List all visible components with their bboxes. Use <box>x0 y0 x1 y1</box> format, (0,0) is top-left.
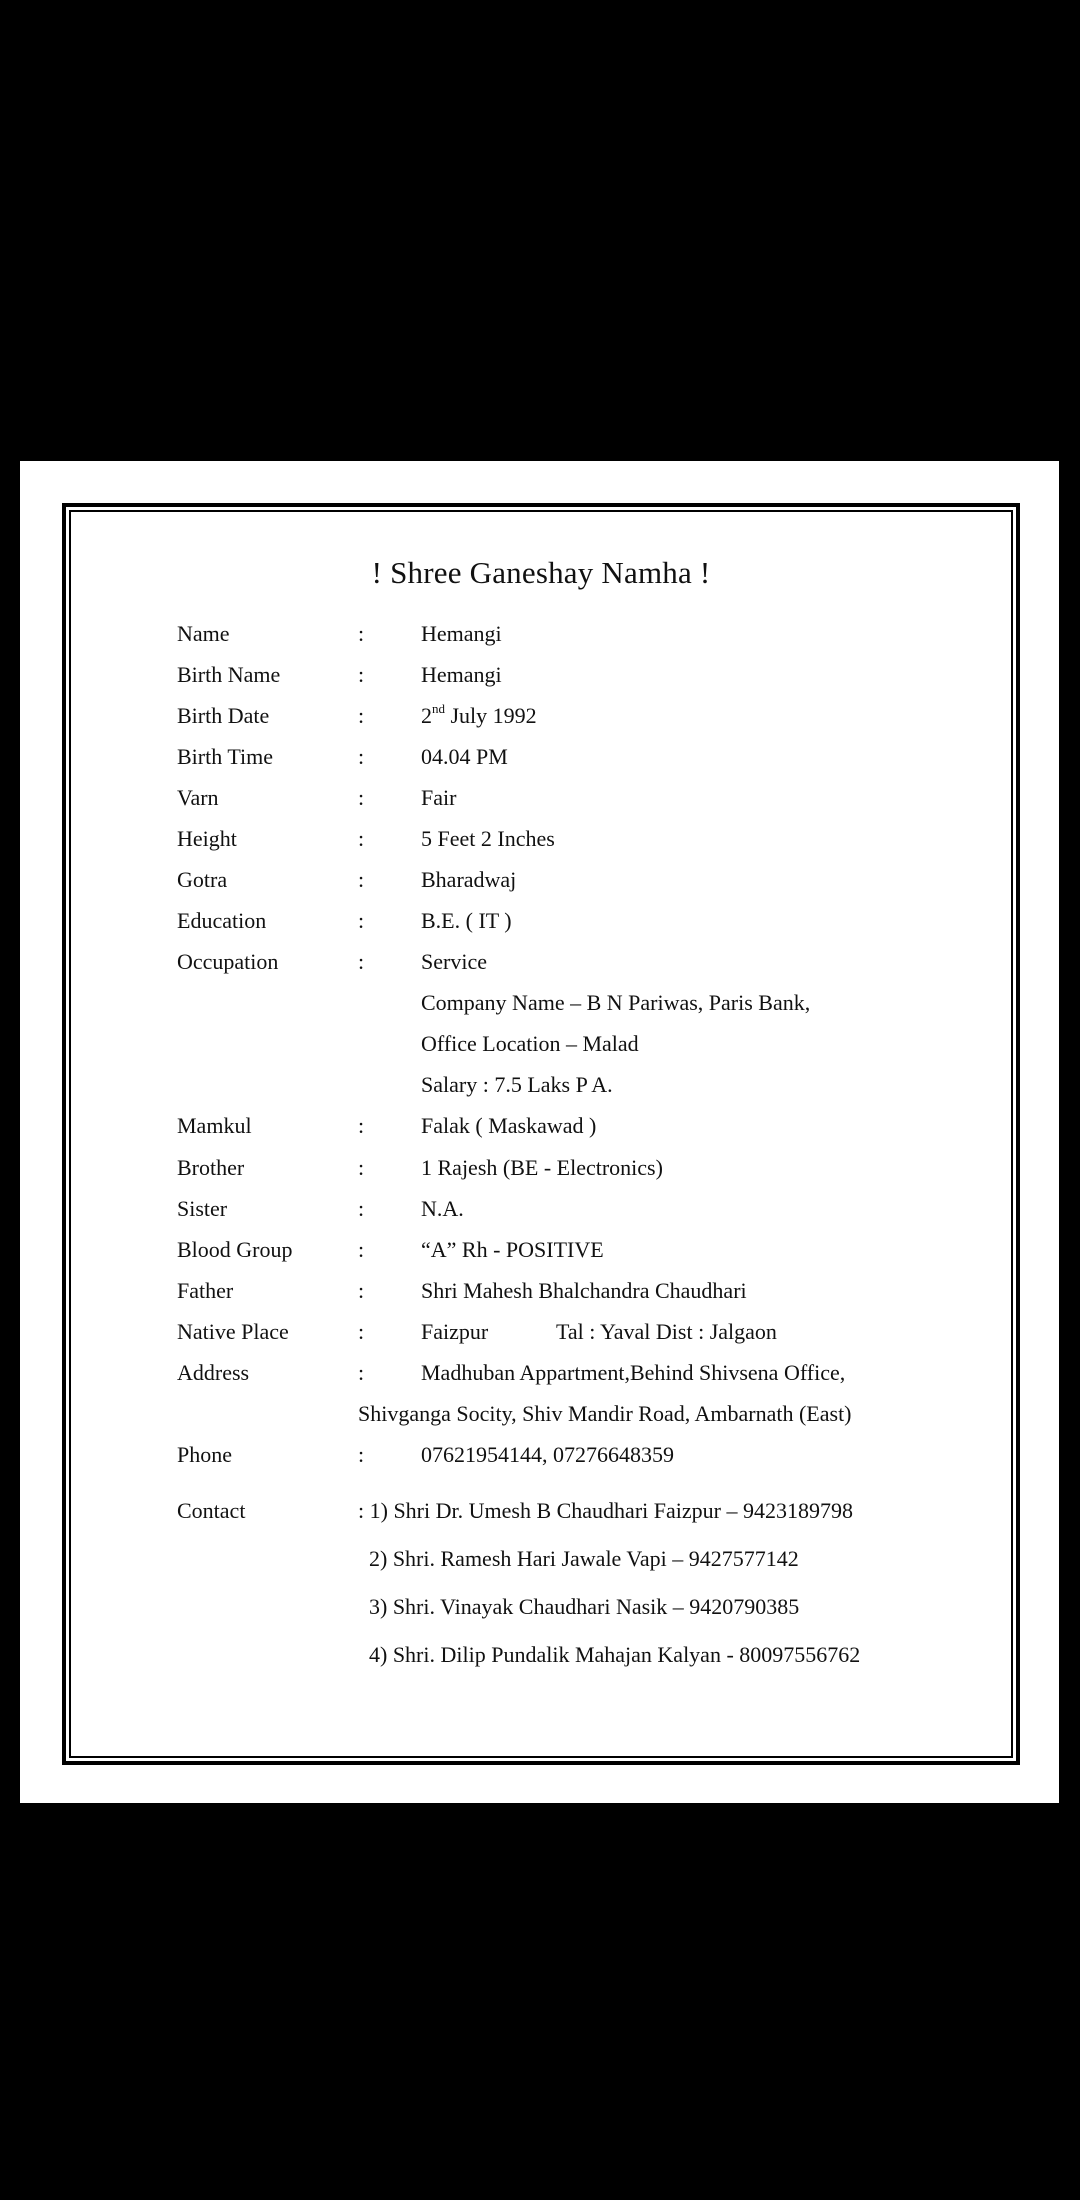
value-birth-date <box>421 695 537 736</box>
label-father: Father <box>177 1278 234 1303</box>
row-contact-3 <box>66 1586 1016 1627</box>
value-salary: Salary : 7.5 Laks P A. <box>421 1072 613 1097</box>
label-address: Address <box>177 1360 250 1385</box>
label-brother: Brother <box>177 1155 245 1180</box>
value-address-line1: Madhuban Appartment,Behind Shivsena Office, <box>421 1360 846 1385</box>
value-birth-time: 04.04 PM <box>421 744 508 769</box>
contact-item-4: 4) Shri. Dilip Pundalik Mahajan Kalyan - 80097556762 <box>369 1642 861 1667</box>
row-sister <box>66 1188 1016 1229</box>
row-occupation <box>66 941 1016 982</box>
contact-item-3: 3) Shri. Vinayak Chaudhari Nasik – 9420790385 <box>369 1594 800 1619</box>
row-address <box>66 1352 1016 1393</box>
colon: : <box>358 1237 365 1262</box>
row-contact-4 <box>66 1634 1016 1675</box>
label-varn: Varn <box>177 785 219 810</box>
label-name: Name <box>177 621 230 646</box>
label-native-place: Native Place <box>177 1319 289 1344</box>
biodata-sheet <box>20 461 1059 1803</box>
value-birth-name: Hemangi <box>421 662 502 687</box>
colon: : <box>358 949 365 974</box>
colon: : <box>358 867 365 892</box>
value-office-location: Office Location – Malad <box>421 1031 639 1056</box>
value-native-place: Faizpur <box>421 1319 489 1344</box>
label-education: Education <box>177 908 267 933</box>
label-birth-date: Birth Date <box>177 703 270 728</box>
row-blood-group <box>66 1229 1016 1270</box>
value-father: Shri Mahesh Bhalchandra Chaudhari <box>421 1278 747 1303</box>
value-gotra: Bharadwaj <box>421 867 517 892</box>
colon: : <box>358 1196 365 1221</box>
row-contact-2 <box>66 1538 1016 1579</box>
colon: : <box>358 785 365 810</box>
label-gotra: Gotra <box>177 867 228 892</box>
row-father <box>66 1270 1016 1311</box>
birth-day-suffix: nd <box>432 700 445 716</box>
row-varn <box>66 777 1016 818</box>
colon: : <box>358 908 365 933</box>
value-blood-group: “A” Rh - POSITIVE <box>421 1237 604 1262</box>
label-birth-name: Birth Name <box>177 662 281 687</box>
value-address-line2: Shivganga Socity, Shiv Mandir Road, Ambarnath (East) <box>358 1401 852 1426</box>
row-phone <box>66 1434 1016 1475</box>
row-birth-time <box>66 736 1016 777</box>
biodata-content <box>66 507 1016 1761</box>
colon: : <box>358 1360 365 1385</box>
colon: : <box>358 826 365 851</box>
colon: : <box>358 1319 365 1344</box>
birth-day: 2 <box>421 703 432 728</box>
colon: : <box>358 1113 365 1138</box>
row-address-line2 <box>66 1393 1016 1434</box>
label-occupation: Occupation <box>177 949 279 974</box>
label-height: Height <box>177 826 237 851</box>
value-taluka-district: Tal : Yaval Dist : Jalgaon <box>556 1319 777 1344</box>
birth-month-year: July 1992 <box>445 703 537 728</box>
label-birth-time: Birth Time <box>177 744 273 769</box>
colon: : <box>358 703 365 728</box>
value-name: Hemangi <box>421 621 502 646</box>
row-mamkul <box>66 1105 1016 1146</box>
double-border-frame <box>62 503 1020 1765</box>
label-blood-group: Blood Group <box>177 1237 293 1262</box>
label-sister: Sister <box>177 1196 228 1221</box>
value-sister: N.A. <box>421 1196 464 1221</box>
row-occupation-location <box>66 1023 1016 1064</box>
label-contact: Contact <box>177 1498 246 1523</box>
colon: : <box>358 744 365 769</box>
value-phone: 07621954144, 07276648359 <box>421 1442 674 1467</box>
value-occupation: Service <box>421 949 487 974</box>
row-occupation-company <box>66 982 1016 1023</box>
value-varn: Fair <box>421 785 457 810</box>
value-brother: 1 Rajesh (BE - Electronics) <box>421 1155 663 1180</box>
value-company: Company Name – B N Pariwas, Paris Bank, <box>421 990 811 1015</box>
colon: : <box>358 1442 365 1467</box>
value-height: 5 Feet 2 Inches <box>421 826 555 851</box>
colon: : <box>358 1278 365 1303</box>
value-mamkul: Falak ( Maskawad ) <box>421 1113 597 1138</box>
row-height <box>66 818 1016 859</box>
row-name <box>66 613 1016 654</box>
colon: : <box>358 662 365 687</box>
row-native-place <box>66 1311 1016 1352</box>
value-education: B.E. ( IT ) <box>421 908 512 933</box>
contact-item-1: : 1) Shri Dr. Umesh B Chaudhari Faizpur – 9423189798 <box>358 1498 853 1523</box>
colon: : <box>358 1155 365 1180</box>
row-occupation-salary <box>66 1064 1016 1105</box>
row-contact <box>66 1490 1016 1531</box>
colon: : <box>358 621 365 646</box>
label-phone: Phone <box>177 1442 232 1467</box>
row-birth-date <box>66 695 1016 736</box>
row-education <box>66 900 1016 941</box>
row-gotra <box>66 859 1016 900</box>
row-brother <box>66 1147 1016 1188</box>
row-birth-name <box>66 654 1016 695</box>
contact-item-2: 2) Shri. Ramesh Hari Jawale Vapi – 9427577142 <box>369 1546 799 1571</box>
document-title: ! Shree Ganeshay Namha ! <box>371 555 711 590</box>
label-mamkul: Mamkul <box>177 1113 252 1138</box>
